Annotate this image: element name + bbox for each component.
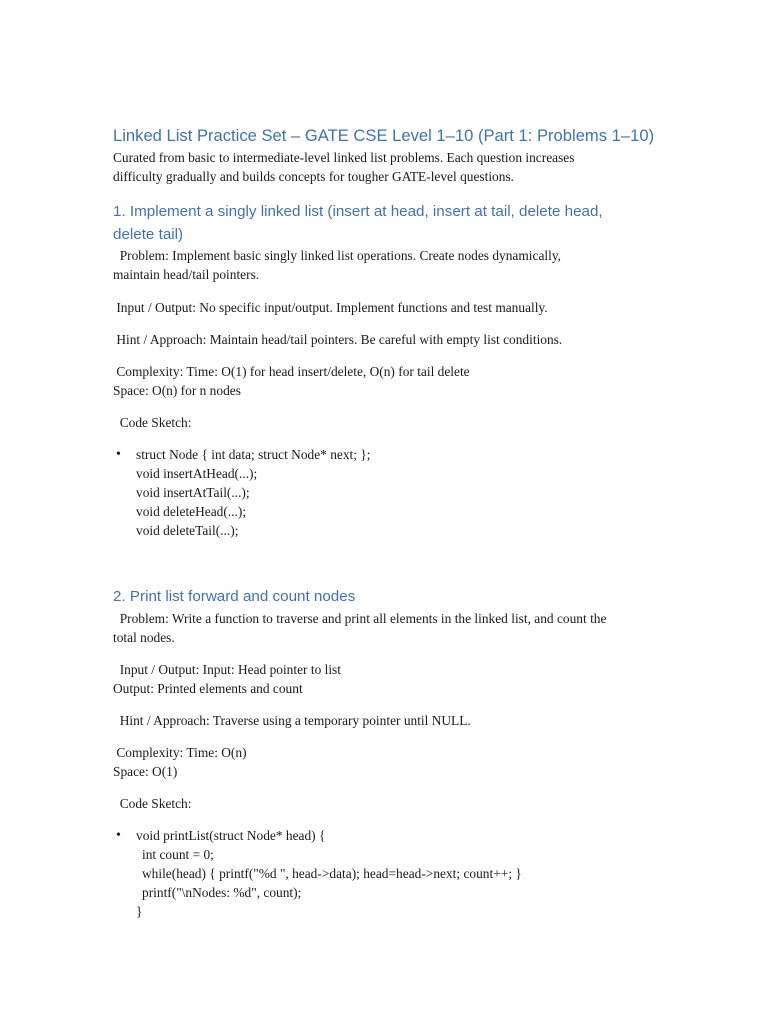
problem-1-heading-line-1: 1. Implement a singly linked list (insert at head, insert at tail, delete head, (113, 203, 603, 220)
problem-2-code-line: void printList(struct Node* head) { (136, 828, 326, 843)
problem-2-code-line: } (136, 904, 143, 919)
problem-2-code-line: int count = 0; (142, 847, 214, 862)
problem-1-complexity-time: Complexity: Time: O(1) for head insert/delete, O(n) for tail delete (113, 364, 470, 379)
problem-1-code-line: void deleteTail(...); (136, 523, 239, 538)
problem-2-statement-line-1: Problem: Write a function to traverse and print all elements in the linked list, and count the (113, 611, 607, 626)
problem-1-io: Input / Output: No specific input/output. Implement functions and test manually. (113, 300, 548, 315)
intro-line-2: difficulty gradually and builds concepts for tougher GATE-level questions. (113, 169, 515, 184)
problem-2-code-line: while(head) { printf("%d ", head->data); head=head->next; count++; } (142, 866, 522, 881)
problem-2-code-label: Code Sketch: (113, 796, 192, 811)
problem-1-code-line: void insertAtTail(...); (136, 485, 250, 500)
problem-2-statement-line-2: total nodes. (113, 630, 175, 645)
problem-2-complexity-time: Complexity: Time: O(n) (113, 745, 247, 760)
problem-1-hint: Hint / Approach: Maintain head/tail pointers. Be careful with empty list conditions. (113, 332, 563, 347)
problem-2-io-input: Input / Output: Input: Head pointer to list (113, 662, 341, 677)
problem-1-code-line: void insertAtHead(...); (136, 466, 258, 481)
problem-1-heading-line-2: delete tail) (113, 226, 184, 243)
problem-2-complexity-space: Space: O(1) (113, 764, 178, 779)
problem-1-complexity-space: Space: O(n) for n nodes (113, 383, 241, 398)
problem-1-code-label: Code Sketch: (113, 415, 192, 430)
problem-2-code-line: printf("\nNodes: %d", count); (142, 885, 302, 900)
problem-2-heading: 2. Print list forward and count nodes (113, 588, 356, 605)
bullet-icon: • (116, 828, 121, 843)
problem-1-code-line: struct Node { int data; struct Node* next; }; (136, 447, 371, 462)
problem-1-code-line: void deleteHead(...); (136, 504, 247, 519)
problem-2-io-output: Output: Printed elements and count (113, 681, 303, 696)
document-title: Linked List Practice Set – GATE CSE Level 1–10 (Part 1: Problems 1–10) (113, 126, 655, 145)
bullet-icon: • (116, 447, 121, 462)
problem-1-statement-line-1: Problem: Implement basic singly linked list operations. Create nodes dynamically, (113, 248, 561, 263)
intro-line-1: Curated from basic to intermediate-level linked list problems. Each question increases (113, 150, 575, 165)
problem-1-statement-line-2: maintain head/tail pointers. (113, 267, 260, 282)
problem-2-hint: Hint / Approach: Traverse using a temporary pointer until NULL. (113, 713, 471, 728)
